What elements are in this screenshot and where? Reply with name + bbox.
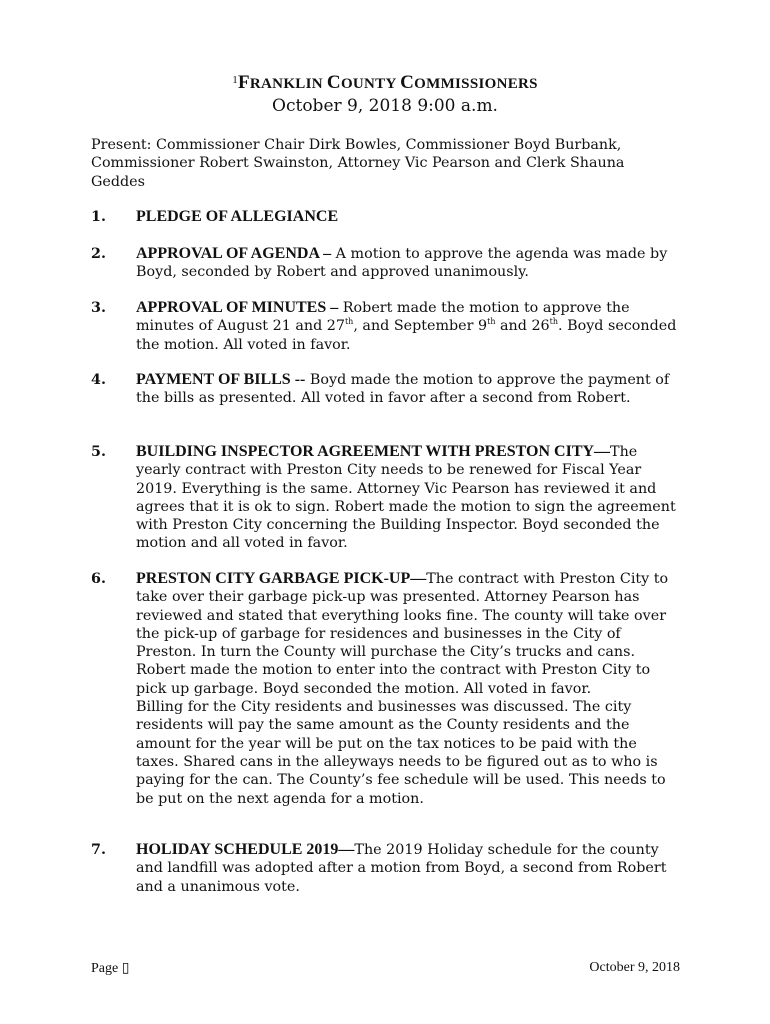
agenda-item-2: 2. APPROVAL OF AGENDA – A motion to approve the agenda was made by Boyd, seconded by Robert and approved unanimously. — [91, 245, 668, 281]
agenda-item-6: 6. PRESTON CITY GARBAGE PICK-UP—The contract with Preston City to take over their garbage pick-up was presented. Attorney Pearson has reviewed and stated that everything looks fine. The county will take over the pick-up of garbage for residences and businesses in the City of Preston. In turn the County will purchase the City’s trucks and cans. Robert made the motion to enter into the contract with Preston City to pick up garbage. Boyd seconded the motion. All voted in favor. Billing for the City residents and businesses was discussed. The city residents will pay the same amount as the County residents and the amount for the year will be put on the tax notices to be paid with the taxes. Shared cans in the alleyways needs to be figured out as to who is paying for the can. The County’s fee schedule will be used. This needs to be put on the next agenda for a motion. — [91, 570, 669, 807]
agenda-item-7: 7. HOLIDAY SCHEDULE 2019—The 2019 Holiday schedule for the county and landfill was adopted after a motion from Boyd, a second from Robert and a unanimous vote. — [91, 841, 667, 895]
agenda-item-5: 5. BUILDING INSPECTOR AGREEMENT WITH PRESTON CITY—The yearly contract with Preston City needs to be renewed for Fiscal Year 2019. Everything is the same. Attorney Vic Pearson has reviewed it and agrees that it is ok to sign. Robert made the motion to sign the agreement with Preston City concerning the Building Inspector. Boyd seconded the motion and all voted in favor. — [91, 443, 676, 552]
agenda-item-1: 1. PLEDGE OF ALLEGIANCE — [91, 208, 339, 225]
footnote-mark: 1 — [232, 74, 239, 86]
document-title: $^1$FRANKLIN COUNTY COMMISSIONERS — [232, 72, 538, 93]
footer-page-number: Page ▯ — [91, 961, 130, 976]
meeting-date: October 9, 2018 9:00 a.m. — [272, 96, 498, 116]
agenda-item-4: 4. PAYMENT OF BILLS -- Boyd made the motion to approve the payment of the bills as presented. All voted in favor after a second from Robert. — [91, 371, 670, 407]
attendees-paragraph: Present: Commissioner Chair Dirk Bowles, Commissioner Boyd Burbank, Commissioner Robert Swainston, Attorney Vic Pearson and Clerk Shauna Geddes — [91, 137, 625, 190]
footer-date: October 9, 2018 — [589, 960, 680, 975]
agenda-item-3: 3. APPROVAL OF MINUTES – Robert made the motion to approve the minutes of August 21 and 27th, and September 9th and 26th. Boyd seconded the motion. All voted in favor. — [91, 299, 677, 353]
